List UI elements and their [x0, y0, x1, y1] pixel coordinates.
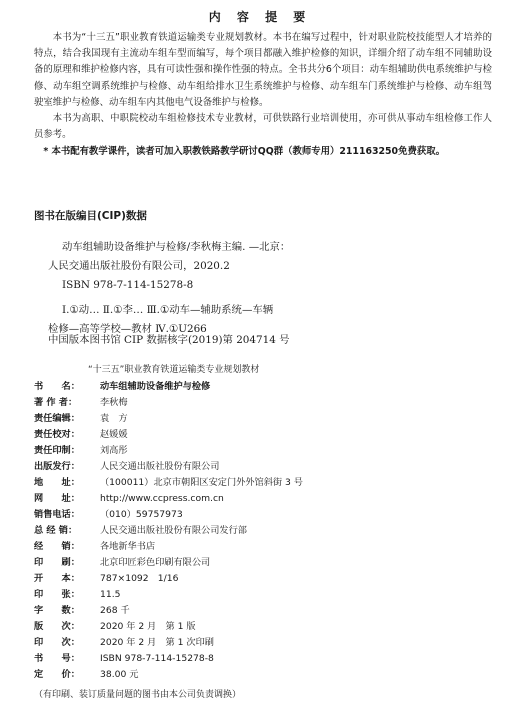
info-row-isbn [34, 651, 494, 667]
info-row-title [34, 379, 494, 395]
info-label: 书 号： [34, 653, 80, 664]
info-value: ISBN 978-7-114-15278-8 [100, 653, 214, 664]
info-label: 印 次： [34, 637, 80, 648]
info-label: 定 价： [34, 669, 80, 680]
info-label: 印 张： [34, 589, 80, 600]
info-label: 销售电话： [34, 509, 80, 520]
cip-line-2: 人民交通出版社股份有限公司，2020.2 [48, 260, 230, 272]
summary-title: 内 容 提 要 [208, 10, 312, 24]
info-row-general-distributor [34, 523, 494, 539]
info-row-price [34, 667, 494, 683]
cip-line-4: Ⅰ.①动… Ⅱ.①李… Ⅲ.①动车—辅助系统—车辆 [62, 304, 274, 316]
info-label: 开 本： [34, 573, 80, 584]
info-label: 出版发行： [34, 461, 80, 472]
info-row-publisher [34, 459, 494, 475]
info-label: 经 销： [34, 541, 80, 552]
cip-line-1: 动车组辅助设备维护与检修/李秋梅主编. —北京： [62, 241, 291, 253]
cip-number: 中国版本图书馆 CIP 数据核字(2019)第 204714 号 [48, 334, 290, 346]
publication-info [34, 379, 494, 683]
courseware-notice: * 本书配有教学课件，读者可加入职教铁路教学研讨QQ群（教师专用）211163250免费获取。 [43, 146, 445, 158]
summary-body [34, 30, 492, 161]
cip-line-5: 检修—高等学校—教材 Ⅳ.①U266 [48, 323, 207, 335]
info-row-author [34, 395, 494, 411]
info-row-website [34, 491, 494, 507]
info-label: 总 经 销： [34, 525, 78, 536]
info-value: 李秋梅 [100, 397, 128, 408]
info-label: 地 址： [34, 477, 80, 488]
info-row-proofreader [34, 427, 494, 443]
info-label: 责任印制： [34, 445, 80, 456]
cip-header: 图书在版编目(CIP)数据 [34, 210, 147, 222]
info-value: 赵媛媛 [100, 429, 128, 440]
quality-footnote: （有印刷、装订质量问题的图书由本公司负责调换） [34, 690, 242, 700]
info-label: 印 刷： [34, 557, 80, 568]
info-value: 人民交通出版社股份有限公司发行部 [100, 525, 247, 536]
cip-line-3: ISBN 978-7-114-15278-8 [62, 279, 194, 291]
info-label: 字 数： [34, 605, 80, 616]
cip-record [48, 238, 503, 339]
info-label: 书 名： [34, 381, 80, 392]
info-row-distributor [34, 539, 494, 555]
info-value: （010）59757973 [100, 509, 183, 520]
info-row-edition [34, 619, 494, 635]
info-value: http://www.ccpress.com.cn [100, 493, 224, 504]
info-row-printer [34, 555, 494, 571]
info-label: 责任编辑： [34, 413, 80, 424]
info-row-address [34, 475, 494, 491]
info-row-word-count [34, 603, 494, 619]
info-label: 著 作 者： [34, 397, 78, 408]
info-value: 38.00 元 [100, 669, 139, 680]
info-value: 2020 年 2 月 第 1 次印刷 [100, 637, 214, 648]
info-value: （100011）北京市朝阳区安定门外外馆斜街 3 号 [100, 477, 303, 488]
summary-paragraph-2: 本书为高职、中职院校动车组检修技术专业教材，可供铁路行业培训使用，亦可供从事动车组检修工作人员参考。 [34, 113, 492, 141]
info-value: 268 千 [100, 605, 130, 616]
info-value: 北京印匠彩色印刷有限公司 [100, 557, 211, 568]
series-name: “十三五”职业教育铁道运输类专业规划教材 [88, 365, 260, 375]
info-value: 各地新华书店 [100, 541, 156, 552]
info-row-editor [34, 411, 494, 427]
info-label: 责任校对： [34, 429, 80, 440]
info-value: 动车组辅助设备维护与检修 [100, 381, 211, 392]
info-value: 刘高彤 [100, 445, 128, 456]
info-value: 袁 方 [100, 413, 128, 424]
info-label: 版 次： [34, 621, 80, 632]
info-row-sales-phone [34, 507, 494, 523]
info-row-print-supervisor [34, 443, 494, 459]
info-value: 11.5 [100, 589, 121, 600]
info-value: 787×1092 1/16 [100, 573, 179, 584]
info-label: 网 址： [34, 493, 80, 504]
info-value: 2020 年 2 月 第 1 版 [100, 621, 196, 632]
info-row-sheets [34, 587, 494, 603]
summary-paragraph-1: 本书为“十三五”职业教育铁道运输类专业规划教材。本书在编写过程中，针对职业院校技能型人才培养的特点，结合我国现有主流动车组车型而编写，每个项目都融入维护检修的知识，详细介绍了动车组不同辅助设备的原理和维护检修内容，具有可读性强和操作性强的特点。全书共分6个项目：动车组辅助供电系统维护与检修、动车组空调系统维护与检修、动车组给排水卫生系统维护与检修、动车组车门系统维护与检修、动车组驾驶室维护与检修、动车组车内其他电气设备维护与检修。 [34, 32, 492, 108]
info-row-format [34, 571, 494, 587]
info-row-printing [34, 635, 494, 651]
info-value: 人民交通出版社股份有限公司 [100, 461, 220, 472]
